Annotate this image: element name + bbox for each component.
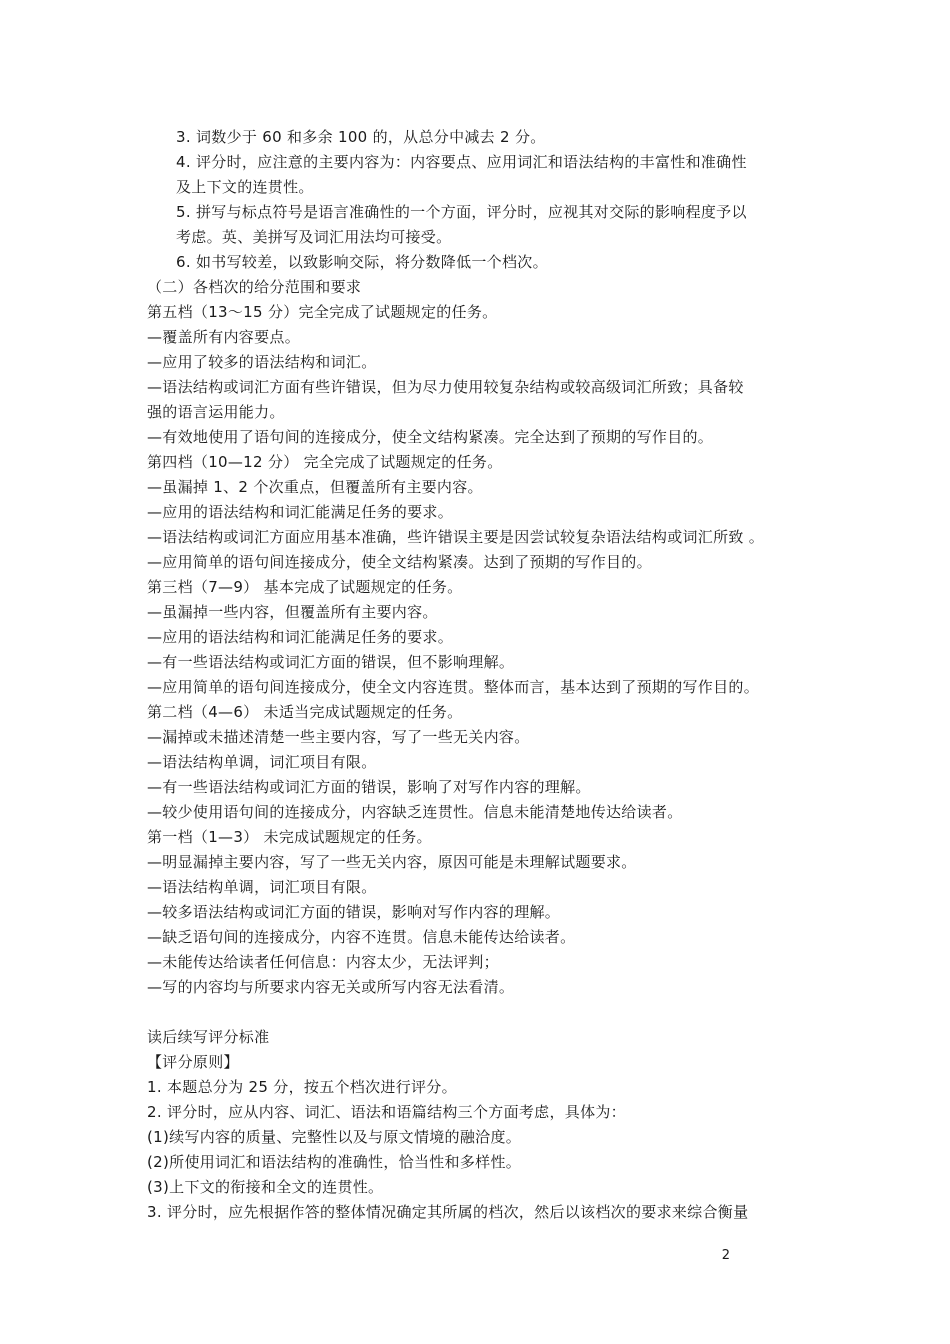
list-item: —有一些语法结构或词汇方面的错误，影响了对写作内容的理解。	[147, 778, 591, 796]
list-item: —语法结构单调，词汇项目有限。	[147, 878, 377, 896]
principle-2: 2. 评分时，应从内容、词汇、语法和语篇结构三个方面考虑，具体为：	[147, 1103, 626, 1121]
level-3-heading: 第三档（7—9） 基本完成了试题规定的任务。	[147, 578, 463, 596]
list-item: —虽漏掉一些内容，但覆盖所有主要内容。	[147, 603, 438, 621]
list-item: —缺乏语句间的连接成分，内容不连贯。信息未能传达给读者。	[147, 928, 576, 946]
list-item: —应用的语法结构和词汇能满足任务的要求。	[147, 628, 454, 646]
list-item: —应用简单的语句间连接成分，使全文内容连贯。整体而言，基本达到了预期的写作目的。	[147, 678, 760, 696]
list-item: —语法结构或词汇方面应用基本准确，些许错误主要是因尝试较复杂语法结构或词汇所致 。	[147, 528, 765, 546]
page-number: 2	[721, 1248, 730, 1263]
list-item: —写的内容均与所要求内容无关或所写内容无法看清。	[147, 978, 515, 996]
list-item: —明显漏掉主要内容，写了一些无关内容，原因可能是未理解试题要求。	[147, 853, 637, 871]
level-2-heading: 第二档（4—6） 未适当完成试题规定的任务。	[147, 703, 463, 721]
principle-2-item-1: (1)续写内容的质量、完整性以及与原文情境的融洽度。	[147, 1128, 522, 1146]
principle-1: 1. 本题总分为 25 分，按五个档次进行评分。	[147, 1078, 457, 1096]
principle-heading: 【评分原则】	[147, 1053, 239, 1071]
principle-3: 3. 评分时，应先根据作答的整体情况确定其所属的档次，然后以该档次的要求来综合衡量	[147, 1203, 749, 1221]
rule-4: 4. 评分时，应注意的主要内容为：内容要点、应用词汇和语法结构的丰富性和准确性	[176, 153, 747, 171]
list-item: —应用简单的语句间连接成分，使全文结构紧凑。达到了预期的写作目的。	[147, 553, 652, 571]
list-item-cont: 强的语言运用能力。	[147, 403, 285, 421]
list-item: —覆盖所有内容要点。	[147, 328, 301, 346]
principle-2-item-3: (3)上下文的衔接和全文的连贯性。	[147, 1178, 384, 1196]
principle-2-item-2: (2)所使用词汇和语法结构的准确性，恰当性和多样性。	[147, 1153, 522, 1171]
level-1-heading: 第一档（1—3） 未完成试题规定的任务。	[147, 828, 432, 846]
list-item: —有一些语法结构或词汇方面的错误，但不影响理解。	[147, 653, 515, 671]
rule-3: 3. 词数少于 60 和多余 100 的，从总分中减去 2 分。	[176, 128, 546, 146]
list-item: —虽漏掉 1、2 个次重点，但覆盖所有主要内容。	[147, 478, 483, 496]
section-heading-continuation: 读后续写评分标准	[147, 1028, 270, 1046]
rule-5-cont: 考虑。英、美拼写及词汇用法均可接受。	[176, 228, 452, 246]
list-item: —较少使用语句间的连接成分，内容缺乏连贯性。信息未能清楚地传达给读者。	[147, 803, 683, 821]
list-item: —漏掉或未描述清楚一些主要内容，写了一些无关内容。	[147, 728, 530, 746]
list-item: —较多语法结构或词汇方面的错误，影响对写作内容的理解。	[147, 903, 561, 921]
level-4-heading: 第四档（10—12 分） 完全完成了试题规定的任务。	[147, 453, 503, 471]
list-item: —未能传达给读者任何信息：内容太少，无法评判；	[147, 953, 499, 971]
rule-6: 6. 如书写较差，以致影响交际，将分数降低一个档次。	[176, 253, 548, 271]
level-5-heading: 第五档（13～15 分）完全完成了试题规定的任务。	[147, 303, 498, 321]
list-item: —应用的语法结构和词汇能满足任务的要求。	[147, 503, 454, 521]
rule-4-cont: 及上下文的连贯性。	[176, 178, 314, 196]
list-item: —语法结构单调，词汇项目有限。	[147, 753, 377, 771]
list-item: —应用了较多的语法结构和词汇。	[147, 353, 377, 371]
section-heading-levels: （二）各档次的给分范围和要求	[147, 278, 362, 296]
list-item: —有效地使用了语句间的连接成分，使全文结构紧凑。完全达到了预期的写作目的。	[147, 428, 714, 446]
rule-5: 5. 拼写与标点符号是语言准确性的一个方面，评分时，应视其对交际的影响程度予以	[176, 203, 747, 221]
list-item: —语法结构或词汇方面有些许错误，但为尽力使用较复杂结构或较高级词汇所致；具备较	[147, 378, 744, 396]
